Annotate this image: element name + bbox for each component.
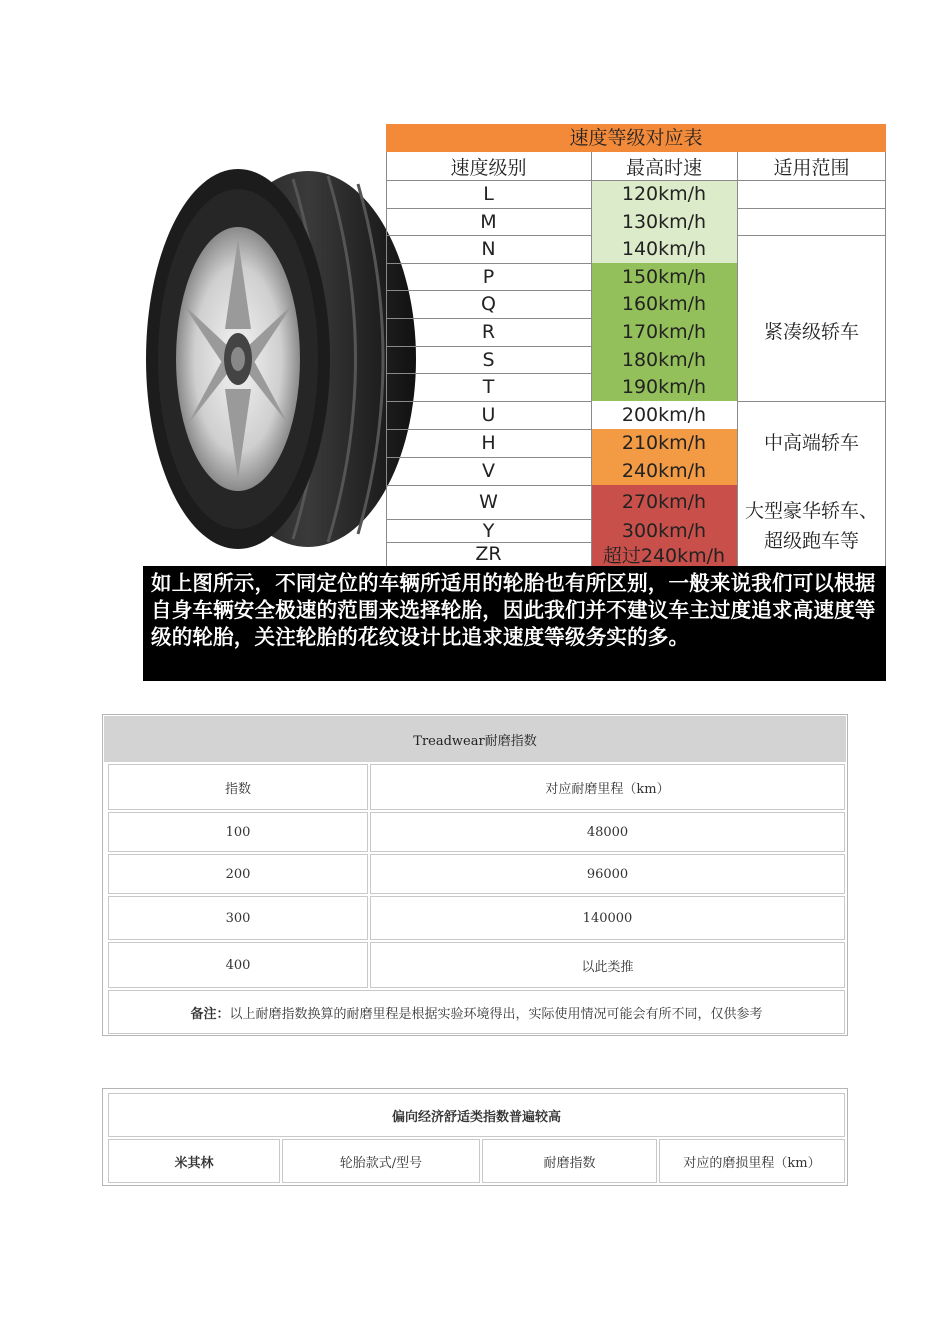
category-compact: 紧凑级轿车	[737, 263, 886, 401]
header-applicable-range: 适用范围	[773, 156, 850, 179]
max-speed-cell: 270km/h	[591, 485, 737, 519]
table-row-index: 400	[108, 942, 368, 988]
economy-header-treadwear: 耐磨指数	[482, 1139, 657, 1183]
treadwear-table	[102, 714, 848, 1036]
speed-level-cell: V	[482, 460, 495, 482]
speed-rating-table	[386, 124, 886, 566]
max-speed-cell: 120km/h	[591, 180, 737, 208]
speed-level-cell: H	[481, 432, 496, 454]
table-row-mileage: 140000	[370, 896, 845, 940]
treadwear-note	[108, 990, 845, 1034]
max-speed-cell: 200km/h	[591, 401, 737, 429]
max-speed-cell: 190km/h	[591, 373, 737, 401]
speed-table-row	[386, 180, 886, 208]
max-speed-cell: 130km/h	[591, 208, 737, 235]
speed-level-cell: W	[479, 491, 498, 513]
table-row-mileage: 以此类推	[370, 942, 845, 988]
category-midhigh: 中高端轿车	[737, 402, 886, 484]
table-row-index: 200	[108, 854, 368, 894]
speed-level-cell: S	[482, 348, 495, 371]
tire-speed-figure	[143, 124, 886, 681]
speed-table-row	[386, 208, 886, 235]
max-speed-cell: 160km/h	[591, 290, 737, 318]
speed-level-cell: ZR	[475, 543, 502, 565]
max-speed-cell: 300km/h	[591, 519, 737, 542]
treadwear-title: Treadwear耐磨指数	[104, 716, 846, 762]
speed-level-cell: R	[481, 321, 496, 343]
table-row-index: 300	[108, 896, 368, 940]
speed-level-cell: P	[482, 265, 495, 288]
max-speed-cell: 140km/h	[591, 235, 737, 263]
max-speed-cell: 170km/h	[591, 318, 737, 346]
speed-level-cell: N	[481, 238, 496, 260]
speed-level-cell: L	[483, 183, 494, 205]
speed-table-header-row	[386, 152, 886, 180]
max-speed-cell: 超过240km/h	[591, 542, 737, 566]
economy-table	[102, 1088, 848, 1186]
max-speed-cell: 240km/h	[591, 457, 737, 485]
speed-table-title: 速度等级对应表	[386, 124, 886, 152]
treadwear-header-mileage: 对应耐磨里程（km）	[370, 764, 845, 810]
note-text: 以上耐磨指数换算的耐磨里程是根据实验环境得出，实际使用情况可能会有所不同，仅供参考	[229, 1006, 763, 1022]
economy-header-model: 轮胎款式/型号	[282, 1139, 480, 1183]
speed-level-cell: U	[481, 404, 496, 426]
speed-table-row	[386, 235, 886, 263]
caption-text: 如上图所示，不同定位的车辆所适用的轮胎也有所区别，一般来说我们可以根据自身车辆安全极速的范围来选择轮胎，因此我们并不建议车主过度追求高速度等级的轮胎，关注轮胎的花纹设计比追求速度等级务实的多。	[143, 566, 886, 681]
economy-header-mileage: 对应的磨损里程（km）	[659, 1139, 845, 1183]
table-row-mileage: 96000	[370, 854, 845, 894]
speed-level-cell: M	[480, 210, 497, 233]
table-row-index: 100	[108, 812, 368, 852]
speed-level-cell: Q	[481, 293, 496, 315]
economy-title: 偏向经济舒适类指数普遍较高	[108, 1093, 845, 1137]
table-row-mileage: 48000	[370, 812, 845, 852]
speed-level-cell: Y	[482, 519, 495, 542]
note-label: 备注：	[190, 1006, 230, 1022]
max-speed-cell: 150km/h	[591, 263, 737, 290]
speed-level-cell: T	[482, 376, 495, 398]
treadwear-header-index: 指数	[108, 764, 368, 810]
header-max-speed: 最高时速	[625, 156, 702, 179]
max-speed-cell: 210km/h	[591, 429, 737, 457]
header-speed-level: 速度级别	[450, 156, 527, 179]
economy-header-brand: 米其林	[108, 1139, 280, 1183]
max-speed-cell: 180km/h	[591, 346, 737, 373]
category-luxury-sports: 大型豪华轿车、超级跑车等	[737, 485, 886, 566]
